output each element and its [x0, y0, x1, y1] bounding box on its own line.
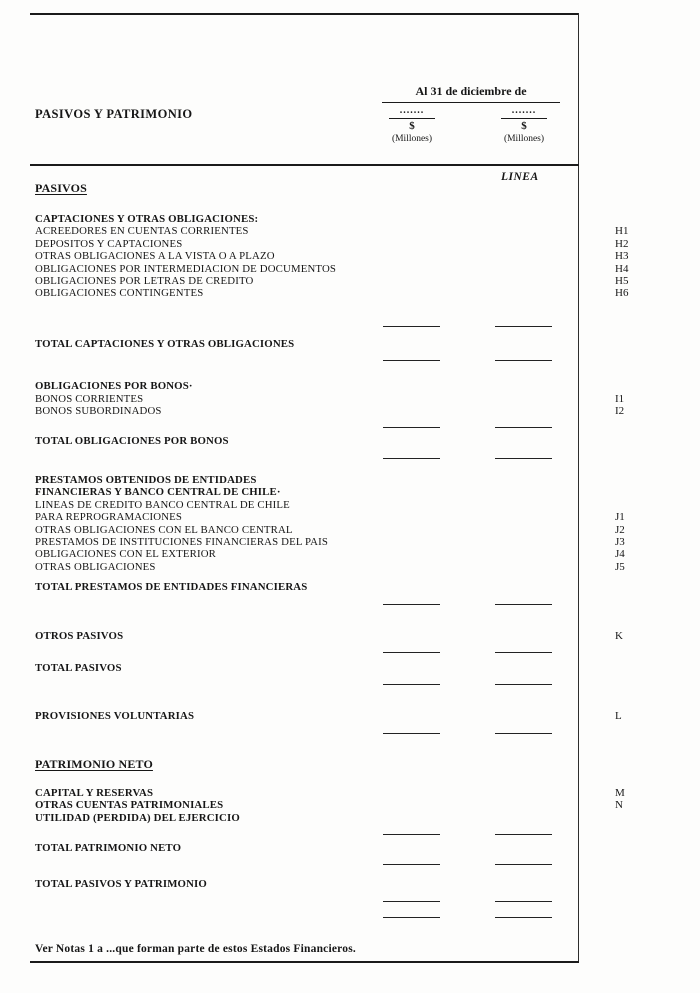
total-row [35, 710, 700, 722]
amount-blank [495, 917, 552, 918]
subsection-title-label: CAPTACIONES Y OTRAS OBLIGACIONES: [35, 213, 259, 225]
amount-blank [383, 864, 440, 865]
line-item-label: CAPITAL Y RESERVAS [35, 786, 154, 799]
line-item [35, 225, 700, 237]
period-header: Al 31 de diciembre de [382, 84, 560, 103]
amount-cell [492, 684, 578, 686]
amount-cell [380, 427, 492, 429]
amount-cell [380, 458, 492, 460]
amount-blank-row [35, 642, 700, 654]
total-row [35, 878, 700, 890]
amount-blank-row [35, 854, 700, 866]
subsection-title [35, 213, 700, 225]
amount-blank-row [35, 907, 700, 919]
form-body [35, 181, 700, 955]
line-code: J4 [615, 548, 625, 561]
amount-column-header-1 [380, 106, 444, 145]
line-item [35, 238, 700, 250]
line-code: M [615, 786, 625, 799]
line-item [35, 561, 700, 573]
amount-blank [495, 652, 552, 653]
amount-blank-row [35, 417, 700, 429]
amount-cell [492, 604, 578, 606]
amount-blank [495, 733, 552, 734]
line-item-label: OTRAS OBLIGACIONES A LA VISTA O A PLAZO [35, 250, 275, 263]
line-item-label: OBLIGACIONES CON EL EXTERIOR [35, 548, 217, 561]
total-row [35, 662, 700, 674]
amount-blank [495, 864, 552, 865]
line-item [35, 524, 700, 536]
amount-blank-row [35, 674, 700, 686]
line-item-label: BONOS CORRIENTES [35, 392, 144, 405]
amount-blank [495, 834, 552, 835]
amount-blank-row [35, 448, 700, 460]
line-code: H2 [615, 237, 629, 250]
amount-blank-row [35, 891, 700, 903]
unit-label: (Millones) [391, 134, 433, 144]
line-column-header: LINEA [501, 171, 539, 183]
line-item [35, 250, 700, 262]
subsection-title-label: PRESTAMOS OBTENIDOS DE ENTIDADES [35, 473, 257, 486]
amount-blank [383, 834, 440, 835]
subsection-title [35, 474, 700, 486]
line-item-label: DEPOSITOS Y CAPTACIONES [35, 237, 183, 250]
amount-blank [383, 326, 440, 327]
line-code: H4 [615, 262, 629, 275]
line-item-label: OTRAS CUENTAS PATRIMONIALES [35, 799, 224, 812]
amount-cell [492, 652, 578, 654]
total-label: TOTAL PASIVOS Y PATRIMONIO [35, 878, 207, 891]
amount-blank [383, 458, 440, 459]
line-code: I1 [615, 392, 625, 405]
line-code: I2 [615, 405, 625, 418]
line-item-label: OTRAS OBLIGACIONES CON EL BANCO CENTRAL [35, 523, 293, 536]
amount-blank [495, 684, 552, 685]
amount-blank [383, 427, 440, 428]
subsection-title [35, 380, 700, 392]
line-code: H6 [615, 287, 629, 300]
line-item-label: ACREEDORES EN CUENTAS CORRIENTES [35, 225, 249, 238]
amount-blank [383, 901, 440, 902]
line-item-label: OTRAS OBLIGACIONES [35, 560, 156, 573]
amount-cell [492, 834, 578, 836]
line-item [35, 393, 700, 405]
currency-symbol: $ [521, 120, 527, 132]
amount-cell [380, 834, 492, 836]
total-label: TOTAL PATRIMONIO NETO [35, 841, 182, 854]
amount-blank [495, 326, 552, 327]
amount-blank [383, 360, 440, 361]
amount-cell [492, 360, 578, 362]
page-title: PASIVOS Y PATRIMONIO [35, 107, 193, 121]
section-heading-patrimonio [35, 757, 700, 771]
line-item [35, 787, 700, 799]
line-item [35, 799, 700, 811]
line-code: H5 [615, 275, 629, 288]
amount-blank [383, 604, 440, 605]
section-heading-pasivos [35, 181, 700, 195]
amount-cell [380, 652, 492, 654]
amount-cell [492, 864, 578, 866]
line-item-label: OBLIGACIONES CONTINGENTES [35, 287, 204, 300]
line-item-label: PRESTAMOS DE INSTITUCIONES FINANCIERAS DEL PAIS [35, 535, 329, 548]
section-heading-label: PASIVOS [35, 181, 87, 195]
line-item [35, 812, 700, 824]
line-item [35, 499, 700, 511]
header-rule [30, 164, 579, 166]
amount-cell [380, 326, 492, 328]
unit-label: (Millones) [503, 134, 545, 144]
total-row [35, 338, 700, 350]
total-row [35, 435, 700, 447]
line-code: L [615, 710, 622, 723]
amount-cell [380, 684, 492, 686]
year-fill-dots: ....... [511, 105, 537, 116]
amount-blank [495, 458, 552, 459]
amount-blank [383, 652, 440, 653]
total-label: TOTAL OBLIGACIONES POR BONOS [35, 435, 229, 448]
amount-blank-row [35, 723, 700, 735]
year-fill-dots: ....... [399, 105, 425, 116]
amount-blank [495, 427, 552, 428]
column-underline [389, 118, 435, 119]
currency-symbol: $ [409, 120, 415, 132]
amount-blank [495, 360, 552, 361]
amount-cell [492, 326, 578, 328]
total-label: TOTAL CAPTACIONES Y OTRAS OBLIGACIONES [35, 337, 295, 350]
subsection-title-label: OBLIGACIONES POR BONOS· [35, 380, 193, 393]
amount-blank-row [35, 316, 700, 328]
amount-blank [383, 684, 440, 685]
amount-blank-row [35, 594, 700, 606]
amount-blank [383, 733, 440, 734]
total-label: PROVISIONES VOLUNTARIAS [35, 710, 195, 723]
line-item-label: OBLIGACIONES POR LETRAS DE CREDITO [35, 275, 254, 288]
bottom-rule [30, 961, 579, 963]
line-code: N [615, 799, 623, 812]
amount-cell [492, 917, 578, 919]
footer-note: Ver Notas 1 a ...que forman parte de estos Estados Financieros. [35, 942, 356, 955]
amount-blank [495, 604, 552, 605]
amount-cell [380, 733, 492, 735]
line-code: J1 [615, 511, 625, 524]
amount-cell [492, 458, 578, 460]
line-code: J5 [615, 560, 625, 573]
subsection-title [35, 486, 700, 498]
line-item [35, 275, 700, 287]
line-item-label: UTILIDAD (PERDIDA) DEL EJERCICIO [35, 811, 240, 824]
amount-cell [492, 427, 578, 429]
line-code: H3 [615, 250, 629, 263]
amount-column-header-2 [492, 106, 556, 145]
line-item [35, 287, 700, 299]
amount-blank-row [35, 824, 700, 836]
total-label: OTROS PASIVOS [35, 629, 124, 642]
amount-cell [492, 901, 578, 903]
line-item-label: LINEAS DE CREDITO BANCO CENTRAL DE CHILE [35, 498, 290, 511]
top-rule [30, 13, 579, 15]
line-item-label: OBLIGACIONES POR INTERMEDIACION DE DOCUMENTOS [35, 262, 337, 275]
amount-blank [495, 901, 552, 902]
total-row [35, 581, 700, 593]
section-heading-label: PATRIMONIO NETO [35, 756, 153, 771]
line-item [35, 263, 700, 275]
amount-cell [492, 733, 578, 735]
line-item [35, 536, 700, 548]
amount-blank-row [35, 350, 700, 362]
total-label: TOTAL PRESTAMOS DE ENTIDADES FINANCIERAS [35, 581, 308, 594]
line-item-label: PARA REPROGRAMACIONES [35, 511, 183, 524]
amount-cell [380, 864, 492, 866]
subsection-title-label: FINANCIERAS Y BANCO CENTRAL DE CHILE· [35, 486, 281, 499]
total-row [35, 630, 700, 642]
line-item [35, 548, 700, 560]
amount-cell [380, 360, 492, 362]
line-code: H1 [615, 225, 629, 238]
total-row [35, 842, 700, 854]
column-underline [501, 118, 547, 119]
amount-cell [380, 901, 492, 903]
line-item [35, 405, 700, 417]
line-item-label: BONOS SUBORDINADOS [35, 405, 162, 418]
total-label: TOTAL PASIVOS [35, 661, 122, 674]
line-code: K [615, 629, 623, 642]
line-item [35, 511, 700, 523]
line-code: J3 [615, 535, 625, 548]
amount-blank [383, 917, 440, 918]
line-code: J2 [615, 523, 625, 536]
amount-cell [380, 917, 492, 919]
amount-cell [380, 604, 492, 606]
